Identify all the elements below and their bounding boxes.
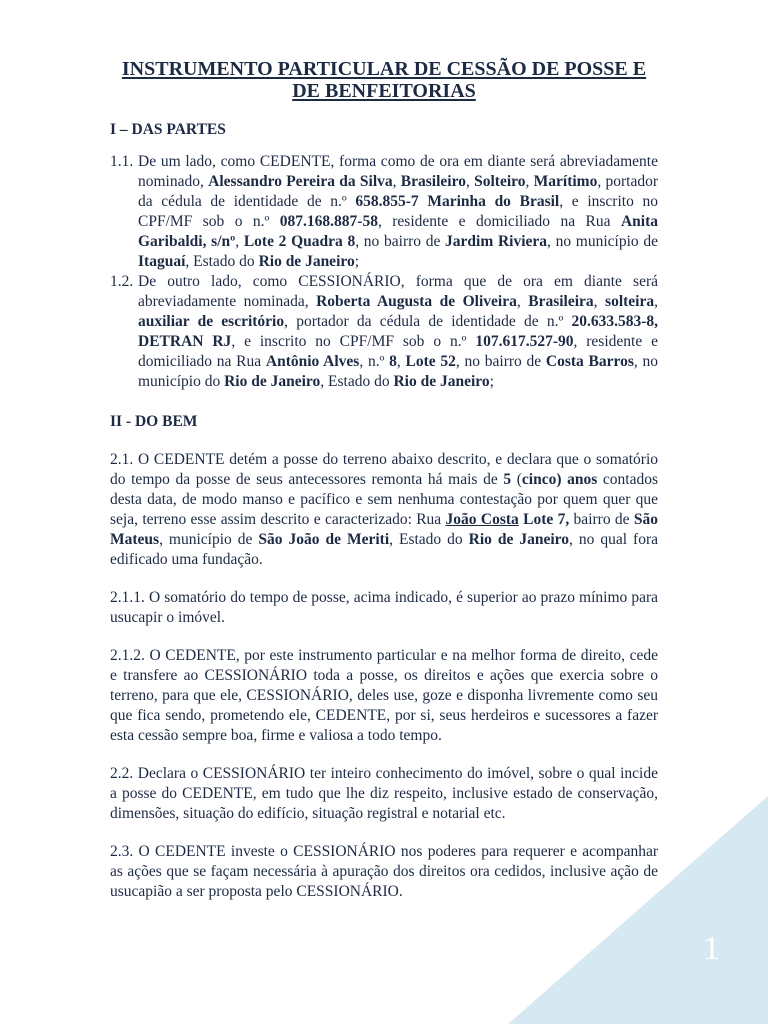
paragraph-2-2: 2.2. Declara o CESSIONÁRIO ter inteiro conhecimento do imóvel, sobre o qual incide a posse do CEDENTE, em tudo que lhe diz respeito, inclusive estado de conservação, dimensões, situação do edifício, situação registral e notarial etc. [110, 765, 658, 822]
clause-text: De um lado, como CEDENTE, forma como de ora em diante será abreviadamente nominado, Alessandro Pereira da Silva, Brasileiro, Solteiro, Marítimo, portador da cédula de identidade de n.º 658.855-7 Marinha do Brasil, e inscrito no CPF/MF sob o n.º 087.168.887-58, residente e domiciliado na Rua Anita Garibaldi, s/nº, Lote 2 Quadra 8, no bairro de Jardim Riviera, no município de Itaguaí, Estado do Rio de Janeiro; [138, 153, 659, 270]
paragraph-2-1: 2.1. O CEDENTE detém a posse do terreno abaixo descrito, e declara que o somatório do tempo da posse de seus antecessores remonta há mais de 5 (cinco) anos contados desta data, de modo manso e pacífico e sem nenhuma contestação por quem quer que seja, terreno esse assim descrito e caracterizado: Rua João Costa Lote 7, bairro de São Mateus, município de São João de Meriti, Estado do Rio de Janeiro, no qual fora edificado uma fundação. [110, 451, 659, 568]
page-number: 1 [703, 930, 720, 967]
title-line-1: INSTRUMENTO PARTICULAR DE CESSÃO DE POSSE E [121, 58, 647, 80]
clause-1-2 [110, 272, 658, 392]
clause-number: 1.2. [110, 273, 134, 290]
section-heading-partes: I – DAS PARTES [110, 121, 226, 138]
paragraph-2-1-2: 2.1.2. O CEDENTE, por este instrumento particular e na melhor forma de direito, cede e transfere ao CESSIONÁRIO toda a posse, os direitos e ações que exercia sobre o terreno, para que ele, CESSIONÁRIO, deles use, goze e disponha livremente como seu que fica sendo, prometendo ele, CEDENTE, por si, seus herdeiros e sucessores a fazer esta cessão sempre boa, firme e valiosa a todo tempo. [110, 647, 658, 744]
section-heading-bem: II - DO BEM [110, 413, 198, 430]
document-page [110, 58, 658, 902]
clause-number: 1.1. [110, 153, 134, 170]
title-line-2: DE BENFEITORIAS [292, 80, 476, 102]
clause-text: De outro lado, como CESSIONÁRIO, forma que de ora em diante será abreviadamente nominada, Roberta Augusta de Oliveira, Brasileira, solteira, auxiliar de escritório, portador da cédula de identidade de n.º 20.633.583-8, DETRAN RJ, e inscrito no CPF/MF sob o n.º 107.617.527-90, residente e domiciliado na Rua Antônio Alves, n.º 8, Lote 52, no bairro de Costa Barros, no município do Rio de Janeiro, Estado do Rio de Janeiro; [138, 273, 658, 390]
paragraph-2-1-1: 2.1.1. O somatório do tempo de posse, acima indicado, é superior ao prazo mínimo para usucapir o imóvel. [110, 589, 658, 626]
paragraph-2-3: 2.3. O CEDENTE investe o CESSIONÁRIO nos poderes para requerer e acompanhar as ações que se façam necessária à apuração dos direitos ora cedidos, inclusive ação de usucapião a ser proposta pelo CESSIONÁRIO. [110, 843, 658, 900]
clause-1-1 [110, 152, 658, 272]
document-title [110, 58, 658, 102]
